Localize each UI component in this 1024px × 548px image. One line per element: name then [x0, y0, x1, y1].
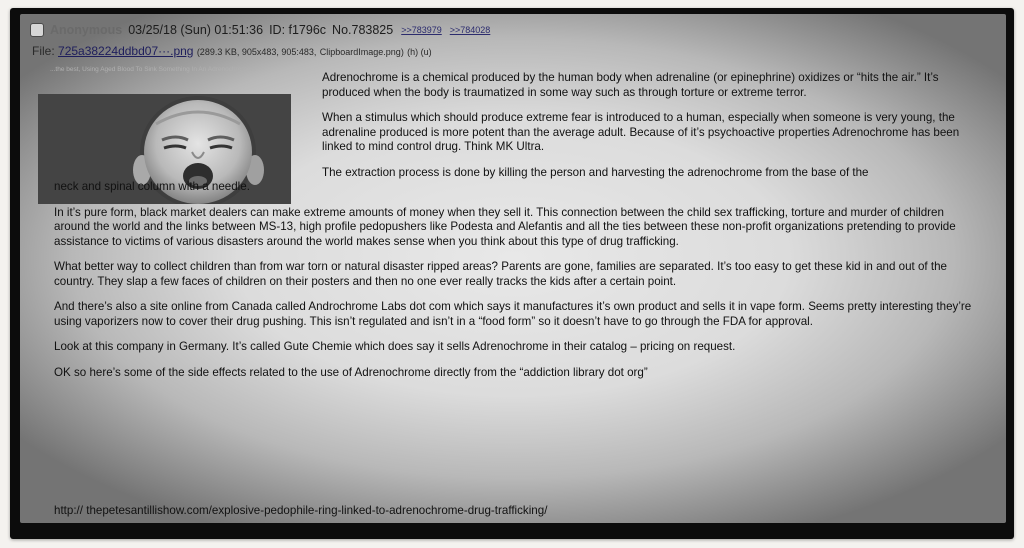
poster-id[interactable]: ID: f1796c — [269, 23, 327, 37]
post-body — [54, 71, 972, 391]
source-url[interactable]: http:// thepetesantillishow.com/explosive-pedophile-ring-linked-to-adrenochrome-drug-trafficking/ — [54, 504, 548, 517]
imageboard-post — [20, 14, 1006, 523]
paragraph: What better way to collect children than from war torn or natural disaster ripped areas? Parents are gone, families are separated. It’s too easy to get these kid in and out of the country. They slap a few faces of children on their posters and then no one ever really tracks the kids after a certain point. — [54, 260, 947, 288]
paragraph: OK so here’s some of the side effects related to the use of Adrenochrome directly from the “addiction library dot org” — [54, 365, 648, 379]
paragraph: In it’s pure form, black market dealers can make extreme amounts of money when they sell it. This connection between the child sex trafficking, torture and murder of children around the world and the links between MS-13, high profile pedopushers like Podesta and Alefantis and all the ties between these non-profit organizations pretending to provide assistance to victims of various disasters around the world makes sense when you think about this type of drug trafficking. — [54, 205, 956, 248]
reply-backlink[interactable]: >>784028 — [449, 25, 491, 35]
poster-name: Anonymous — [50, 23, 123, 37]
post-number[interactable]: No.783825 — [332, 23, 394, 37]
post-header — [30, 21, 490, 39]
file-label: File: — [32, 44, 55, 58]
file-size: (289.3 KB, 905x483, 905:483, — [196, 47, 317, 57]
paragraph: When a stimulus which should produce extreme fear is introduced to a human, especially when someone is very young, the adrenaline produced is more potent than the average adult. Because of it’s psychoactive properties Adrenochrome has been linked to mind control drug. Think MK Ultra. — [322, 111, 960, 153]
post-date: 03/25/18 (Sun) 01:51:36 — [128, 23, 264, 37]
post-select-checkbox[interactable] — [30, 23, 44, 37]
paragraph-line: The extraction process is done by killing the person and harvesting the adrenochrome from the base of the — [322, 165, 869, 179]
paragraph — [54, 166, 972, 195]
file-name-link[interactable]: 725a38224ddbd07···.png — [58, 44, 194, 58]
paragraph: And there’s also a site online from Canada called Androchrome Labs dot com which says it manufactures it’s own product and sells it in vape form. Seems pretty interesting they’re using vaporizers now to cover their drug pushing. This isn’t regulated and isn’t in a “food form” so it doesn’t have to go through the FDA for approval. — [54, 300, 972, 328]
paragraph-line: neck and spinal column with a needle. — [54, 180, 250, 193]
paragraph: Adrenochrome is a chemical produced by the human body when adrenaline (or epinephrine) oxidizes or “hits the air.” It’s produced when the body is traumatized in some way such as through torture or extreme terror. — [322, 71, 939, 99]
thumbnail-caption: ...the best, Using Aged Blood To Sink Something In An Adrenochrome... — [50, 66, 256, 73]
paragraph: Look at this company in Germany. It’s called Gute Chemie which does say it sells Adrenochrome in their catalog – pricing on request. — [54, 340, 736, 353]
reply-backlink[interactable]: >>783979 — [401, 25, 442, 35]
file-search-links[interactable]: (h) (u) — [407, 47, 432, 57]
file-close: ) — [400, 47, 404, 57]
file-info — [32, 44, 432, 58]
file-original-name[interactable]: ClipboardImage.png — [319, 47, 401, 57]
